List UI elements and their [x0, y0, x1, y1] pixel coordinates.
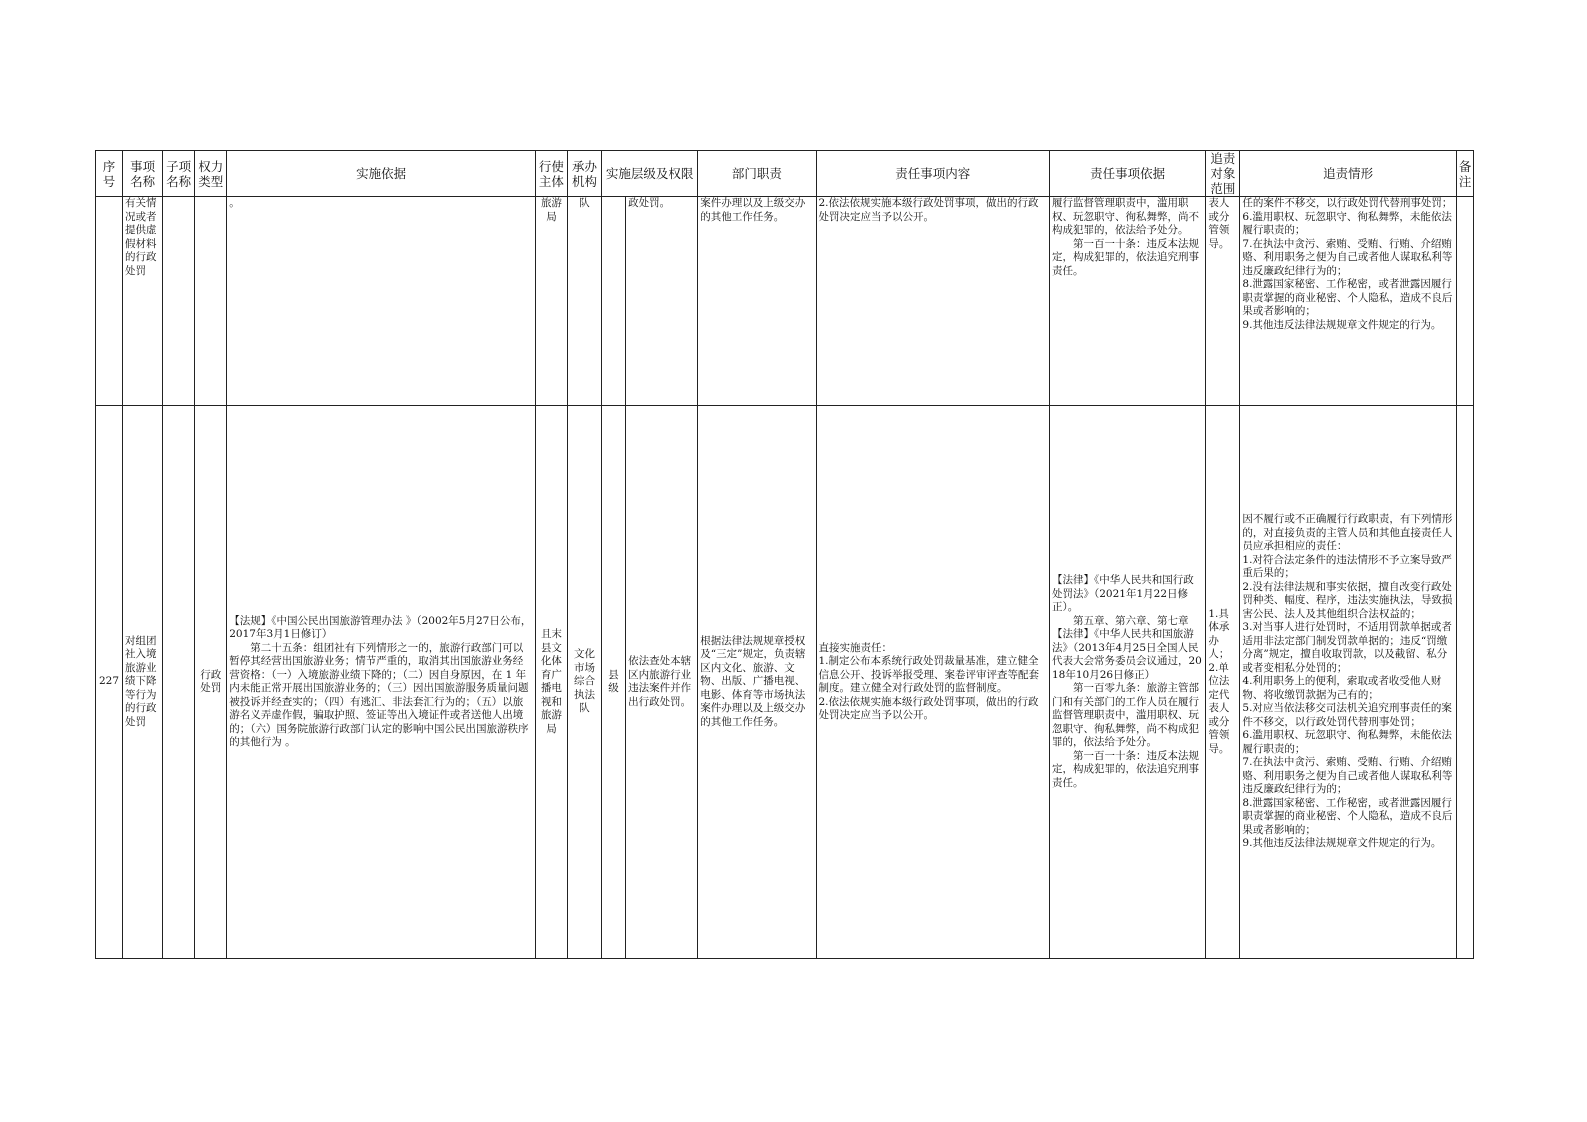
header-subitem-name: 子项名称 [163, 151, 195, 197]
cell-level-b: 依法查处本辖区内旅游行业违法案件并作出行政处罚。 [626, 406, 698, 959]
cell-duty: 案件办理以及上级交办的其他工作任务。 [698, 197, 816, 406]
cell-level-b: 政处罚。 [626, 197, 698, 406]
header-seq: 序号 [96, 151, 123, 197]
cell-remark [1456, 197, 1473, 406]
cell-remark [1456, 406, 1473, 959]
cell-basis: 。 [227, 197, 536, 406]
cell-basis: 【法规】《中国公民出国旅游管理办法 》（2002年5月27日公布，2017年3月1日修订） 第二十五条：组团社有下列情形之一的，旅游行政部门可以暂停其经营出国旅游业务；情节严重的，取消其出国旅游业务经营资格：（一）入境旅游业绩下降的；（二）因自身原因，在 1 年内未能正常开展出国旅游业务的；（三）因出国旅游服务质量问题被投诉并经查实的；（四）有逃汇、非法套汇行为的；（五）以旅游名义弄虚作假，骗取护照、签证等出入境证件或者送他人出境的；（六）国务院旅游行政部门认定的影响中国公民出国旅游秩序的其他行为 。 [227, 406, 536, 959]
header-item-name: 事项名称 [123, 151, 163, 197]
table-header-row [96, 151, 1474, 197]
header-subject: 行使主体 [535, 151, 567, 197]
cell-accountability: 任的案件不移交，以行政处罚代替刑事处罚； 6.滥用职权、玩忽职守、徇私舞弊，未能依法履行职责的； 7.在执法中贪污、索贿、受贿、行贿、介绍贿赂、利用职务之便为自己或者他人谋取私利等违反廉政纪律行为的； 8.泄露国家秘密、工作秘密，或者泄露因履行职责掌握的商业秘密、个人隐私，造成不良后果或者影响的； 9.其他违反法律法规规章文件规定的行为。 [1240, 197, 1456, 406]
cell-power-type [195, 197, 227, 406]
cell-resp: 2.依法依规实施本级行政处罚事项，做出的行政处罚决定应当予以公开。 [816, 197, 1050, 406]
header-scope: 追责对象范围 [1206, 151, 1240, 197]
cell-resp-basis: 【法律】《中华人民共和国行政处罚法》（2021年1月22日修正）。 第五章、第六章、第七章 【法律】《中华人民共和国旅游法》（2013年4月25日全国人民代表大会常务委员会议通过，2018年10月26日修正） 第一百零九条：旅游主管部门和有关部门的工作人员在履行监督管理职责中，滥用职权、玩忽职守、徇私舞弊，尚不构成犯罪的，依法给予处分。 第一百一十条：违反本法规定，构成犯罪的，依法追究刑事责任。 [1050, 406, 1206, 959]
header-power-type: 权力类型 [195, 151, 227, 197]
cell-item-name: 有关情况或者提供虚假材料的行政处罚 [123, 197, 163, 406]
table-row [96, 197, 1474, 406]
cell-subitem-name [163, 197, 195, 406]
header-accountability: 追责情形 [1240, 151, 1456, 197]
header-level: 实施层级及权限 [602, 151, 698, 197]
cell-duty: 根据法律法规规章授权及“三定”规定，负责辖区内文化、旅游、文物、出版、广播电视、电影、体育等市场执法案件办理以及上级交办的其他工作任务。 [698, 406, 816, 959]
header-basis: 实施依据 [227, 151, 536, 197]
cell-resp-basis: 履行监督管理职责中，滥用职权、玩忽职守、徇私舞弊，尚不构成犯罪的，依法给予处分。 第一百一十条：违反本法规定，构成犯罪的，依法追究刑事责任。 [1050, 197, 1206, 406]
cell-item-name: 对组团社入境旅游业绩下降等行为的行政处罚 [123, 406, 163, 959]
cell-subject: 且末县文化体育广播电视和旅游局 [535, 406, 567, 959]
cell-power-type: 行政处罚 [195, 406, 227, 959]
header-resp: 责任事项内容 [816, 151, 1050, 197]
cell-org: 队 [567, 197, 601, 406]
cell-level-a [602, 197, 626, 406]
cell-level-a: 县级 [602, 406, 626, 959]
cell-seq: 227 [96, 406, 123, 959]
table-row [96, 406, 1474, 959]
cell-seq [96, 197, 123, 406]
cell-org: 文化市场综合执法队 [567, 406, 601, 959]
cell-resp: 直接实施责任： 1.制定公布本系统行政处罚裁量基准，建立健全信息公开、投诉举报受理、案卷评审评查等配套制度。建立健全对行政处罚的监督制度。 2.依法依规实施本级行政处罚事项，做出的行政处罚决定应当予以公开。 [816, 406, 1050, 959]
cell-accountability: 因不履行或不正确履行行政职责，有下列情形的，对直接负责的主管人员和其他直接责任人员应承担相应的责任： 1.对符合法定条件的违法情形不予立案导致严重后果的； 2.没有法律法规和事实依据，擅自改变行政处罚种类、幅度、程序，违法实施执法，导致损害公民、法人及其他组织合法权益的； 3.对当事人进行处罚时，不适用罚款单据或者适用非法定部门制发罚款单据的；违反“罚缴分离”规定，擅自收取罚款，以及截留、私分或者变相私分处罚的； 4.利用职务上的便利，索取或者收受他人财物、将收缴罚款据为己有的； 5.对应当依法移交司法机关追究刑事责任的案件不移交，以行政处罚代替刑事处罚； 6.滥用职权、玩忽职守、徇私舞弊，未能依法履行职责的； 7.在执法中贪污、索贿、受贿、行贿、介绍贿赂、利用职务之便为自己或者他人谋取私利等违反廉政纪律行为的； 8.泄露国家秘密、工作秘密，或者泄露因履行职责掌握的商业秘密、个人隐私，造成不良后果或者影响的； 9.其他违反法律法规规章文件规定的行为。 [1240, 406, 1456, 959]
cell-scope: 1.具体承办人； 2.单位法定代表人或分管领导。 [1206, 406, 1240, 959]
header-resp-basis: 责任事项依据 [1050, 151, 1206, 197]
header-remark: 备注 [1456, 151, 1473, 197]
header-org: 承办机构 [567, 151, 601, 197]
cell-scope: 表人或分管领导。 [1206, 197, 1240, 406]
power-list-table [95, 150, 1474, 959]
cell-subitem-name [163, 406, 195, 959]
header-duty: 部门职责 [698, 151, 816, 197]
cell-subject: 旅游局 [535, 197, 567, 406]
